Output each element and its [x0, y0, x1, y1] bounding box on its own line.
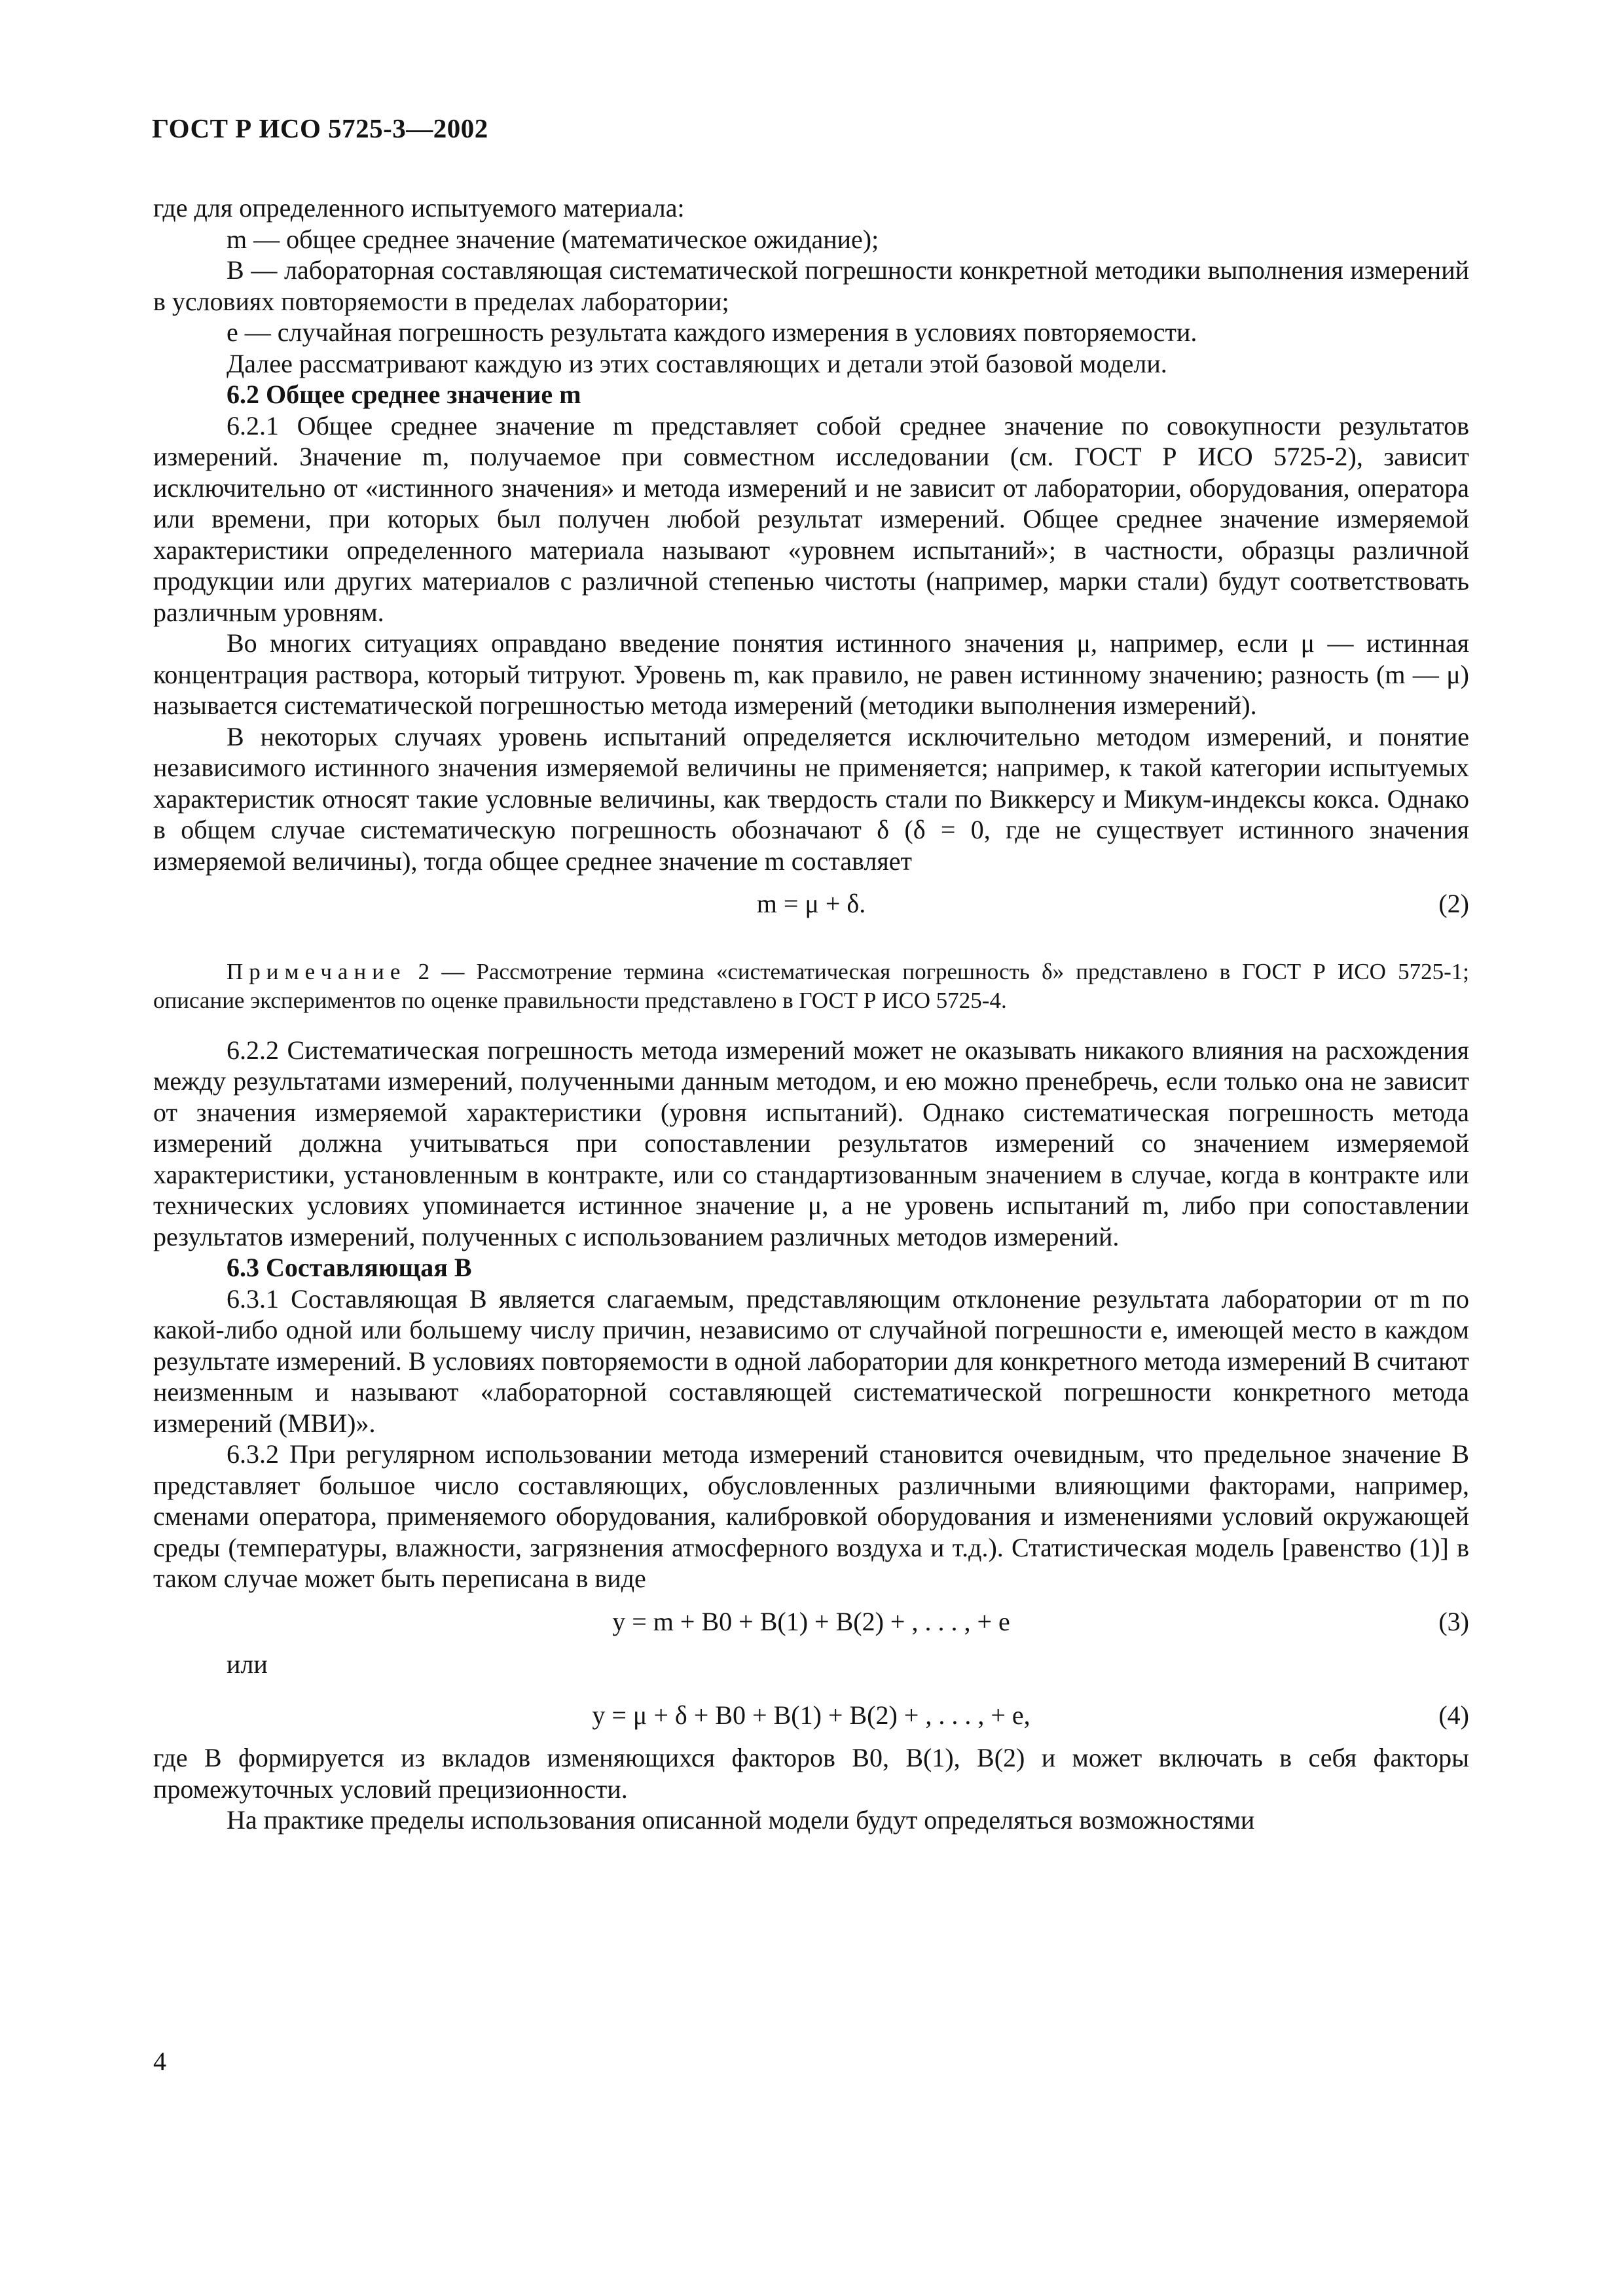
note-2 — [153, 958, 1469, 1015]
equation-3-formula: y = m + B0 + B(1) + B(2) + , . . . , + e — [612, 1606, 1010, 1636]
body-text — [153, 192, 1469, 1836]
equation-4-formula: y = μ + δ + B0 + B(1) + B(2) + , . . . , + e, — [592, 1700, 1030, 1730]
equation-3-number: (3) — [1438, 1606, 1469, 1636]
note-label: Примечание — [227, 958, 407, 984]
paragraph-6-2-1: 6.2.1 Общее среднее значение m представляет собой среднее значение по совокупности результатов измерений. Значение m, получаемое при совместном исследовании (см. ГОСТ Р ИСО 5725-2), зависит исключительно от «истинного значения» и метода измерений и не зависит от лаборатории, оборудования, оператора или времени, при которых был получен любой результат измерений. Общее среднее значение измеряемой характеристики определенного материала называют «уровнем испытаний»; в частности, образцы различной продукции или других материалов с различной степенью чистоты (например, марки стали) будут соответствовать различным уровням. — [153, 410, 1469, 627]
or-word: или — [227, 1649, 268, 1679]
section-heading-6-3: 6.3 Составляющая B — [227, 1253, 472, 1282]
paragraph-systematic-error: В некоторых случаях уровень испытаний определяется исключительно методом измерений, и понятие независимого истинного значения измеряемой величины не применяется; например, к такой категории испытуемых характеристик относят такие условные величины, как твердость стали по Виккерсу и Микум-индексы кокса. Однако в общем случае систематическую погрешность обозначают δ (δ = 0, где не существует истинного значения измеряемой величины), тогда общее среднее значение m составляет — [153, 721, 1469, 876]
equation-2 — [153, 888, 1469, 920]
paragraph-intro: где для определенного испытуемого материала: — [153, 193, 685, 223]
paragraph-where-b: где B формируется из вкладов изменяющихся факторов B0, B(1), B(2) и может включать в себя факторы промежуточных условий прецизионности. — [153, 1743, 1469, 1804]
equation-2-formula: m = μ + δ. — [756, 889, 866, 918]
page-number: 4 — [153, 2047, 166, 2076]
paragraph-practice: На практике пределы использования описанной модели будут определяться возможностями — [227, 1805, 1255, 1835]
note-text: 2 — Рассмотрение термина «систематическая погрешность δ» представлено в ГОСТ Р ИСО 5725-1; описание экспериментов по оценке правильности представлено в ГОСТ Р ИСО 5725-4. — [153, 958, 1470, 1013]
section-heading-6-2: 6.2 Общее среднее значение m — [227, 380, 581, 409]
paragraph-6-3-2: 6.3.2 При регулярном использовании метода измерений становится очевидным, что предельное значение B представляет большое число составляющих, обусловленных различными влияющими факторами, например, сменами оператора, применяемого оборудования, калибровкой оборудования и изменениями условий окружающей среды (температуры, влажности, загрязнения атмосферного воздуха и т.д.). Статистическая модель [равенство (1)] в таком случае может быть переписана в виде — [153, 1439, 1469, 1593]
definition-m: m — общее среднее значение (математическое ожидание); — [227, 224, 879, 254]
page-header: ГОСТ Р ИСО 5725-3—2002 — [152, 113, 488, 143]
paragraph-6-2-2: 6.2.2 Систематическая погрешность метода измерений может не оказывать никакого влияния на расхождения между результатами измерений, полученными данным методом, и ею можно пренебречь, если только она не зависит от значения измеряемой характеристики (уровня испытаний). Однако систематическая погрешность метода измерений должна учитываться при сопоставлении результатов измерений со значением измеряемой характеристики, установленным в контракте, или со стандартизованным значением в случае, когда в контракте или технических условиях упоминается истинное значение μ, а не уровень испытаний m, либо при сопоставлении результатов измерений, полученных с использованием различных методов измерений. — [153, 1035, 1469, 1251]
equation-4 — [153, 1700, 1469, 1731]
equation-2-number: (2) — [1438, 889, 1469, 918]
paragraph-consider: Далее рассматривают каждую из этих составляющих и детали этой базовой модели. — [227, 348, 1167, 378]
definition-b: B — лабораторная составляющая систематической погрешности конкретной методики выполнения измерений в условиях повторяемости в пределах лаборатории; — [153, 255, 1469, 316]
paragraph-true-value: Во многих ситуациях оправдано введение понятия истинного значения μ, например, если μ — истинная концентрация раствора, который титруют. Уровень m, как правило, не равен истинному значению; разность (m — μ) называется систематической погрешностью метода измерений (методики выполнения измерений). — [153, 628, 1469, 720]
equation-3 — [153, 1606, 1469, 1638]
equation-4-number: (4) — [1438, 1700, 1469, 1730]
paragraph-6-3-1: 6.3.1 Составляющая B является слагаемым, представляющим отклонение результата лаборатории от m по какой-либо одной или большему числу причин, независимо от случайной погрешности e, имеющей место в каждом результате измерений. В условиях повторяемости в одной лаборатории для конкретного метода измерений B считают неизменным и называют «лабораторной составляющей систематической погрешности конкретного метода измерений (МВИ)». — [153, 1283, 1469, 1438]
definition-e: e — случайная погрешность результата каждого измерения в условиях повторяемости. — [227, 317, 1197, 347]
